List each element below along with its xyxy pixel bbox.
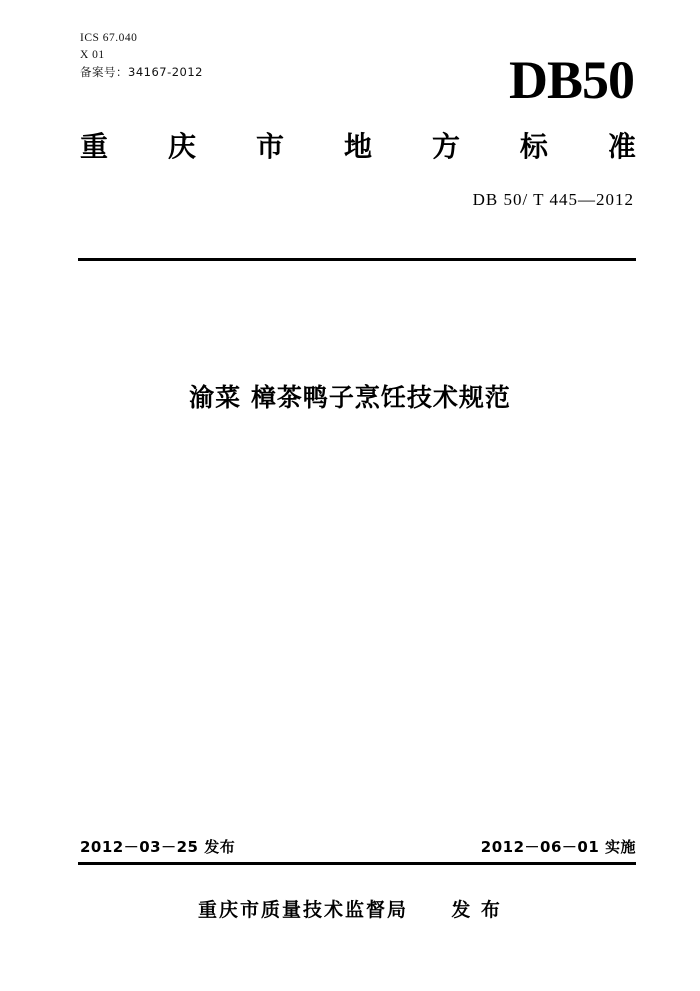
issuer-name: 重庆市质量技术监督局	[198, 899, 409, 921]
issuer-action: 发 布	[451, 899, 502, 921]
standard-type-char-4: 方	[431, 130, 460, 163]
standard-type-char-3: 地	[343, 130, 372, 163]
standard-number: DB 50/ T 445—2012	[472, 190, 634, 209]
standard-type-char-2: 市	[255, 130, 284, 163]
divider-top	[78, 258, 636, 261]
page-title: 渝菜 樟茶鸭子烹饪技术规范	[189, 383, 511, 412]
standard-type-char-6: 准	[607, 130, 636, 163]
standard-type-char-1: 庆	[167, 130, 196, 163]
db50-mark: DB50	[508, 50, 634, 110]
standard-type-char-0: 重	[80, 130, 109, 163]
standard-type-char-5: 标	[519, 130, 548, 163]
date-row	[80, 836, 636, 857]
effective-date: 2012－06－01 实施	[480, 838, 636, 856]
record-number: 备案号：34167-2012	[80, 65, 203, 79]
issuer-line	[0, 895, 700, 922]
header-meta-block	[80, 30, 400, 81]
issue-date: 2012－03－25 发布	[80, 838, 236, 856]
classification-code: X 01	[80, 49, 105, 61]
standard-type-title	[80, 128, 636, 166]
divider-bottom	[78, 862, 636, 865]
ics-code: ICS 67.040	[80, 32, 138, 44]
